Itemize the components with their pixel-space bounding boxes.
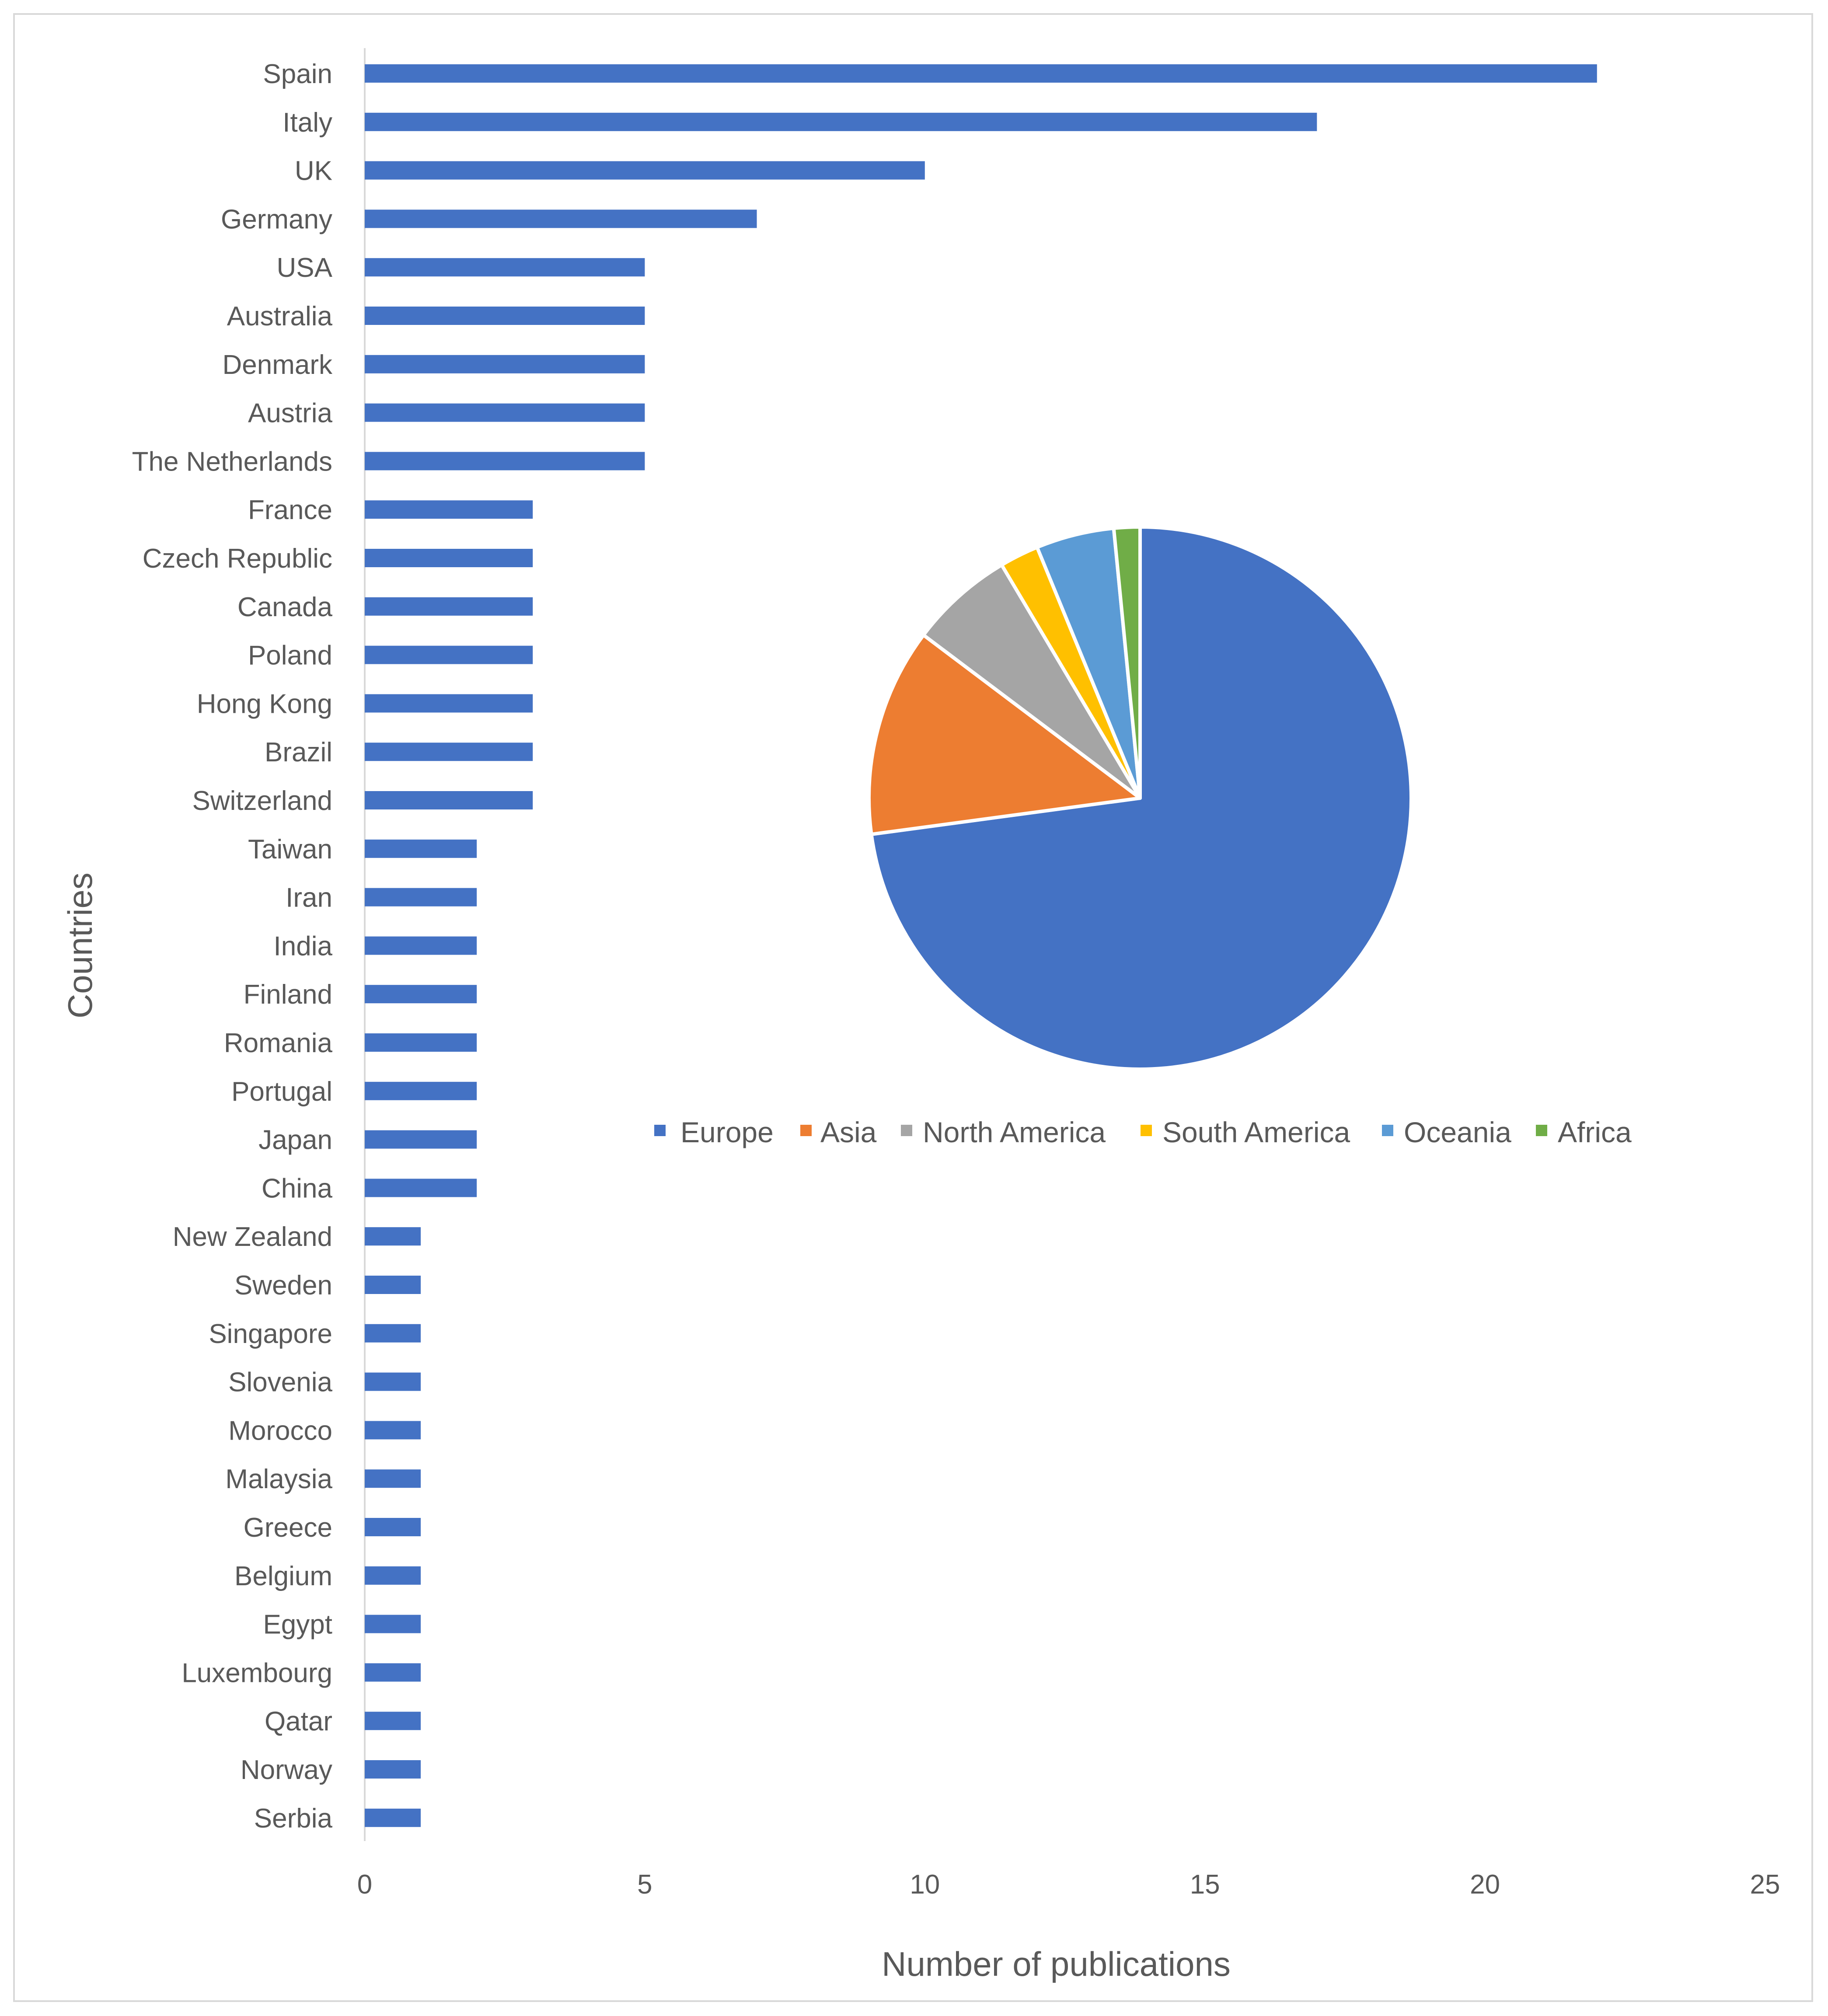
bar-china bbox=[365, 1179, 477, 1197]
bar-luxembourg bbox=[365, 1663, 421, 1681]
bar-the-netherlands bbox=[365, 452, 645, 470]
bar-spain bbox=[365, 64, 1597, 83]
legend-label-north-america: North America bbox=[923, 1116, 1106, 1148]
bar-poland bbox=[365, 646, 533, 664]
legend-label-oceania: Oceania bbox=[1404, 1116, 1511, 1148]
category-label-finland: Finland bbox=[243, 980, 332, 1010]
category-label-poland: Poland bbox=[248, 640, 332, 671]
category-label-austria: Austria bbox=[248, 398, 332, 429]
category-label-canada: Canada bbox=[237, 592, 332, 622]
category-label-egypt: Egypt bbox=[263, 1609, 332, 1640]
category-label-spain: Spain bbox=[263, 59, 332, 89]
category-label-uk: UK bbox=[294, 156, 332, 186]
category-label-taiwan: Taiwan bbox=[248, 834, 332, 865]
legend-swatch-africa bbox=[1536, 1125, 1547, 1136]
bar-uk bbox=[365, 161, 925, 180]
bar-australia bbox=[365, 307, 645, 325]
x-axis-title: Number of publications bbox=[882, 1945, 1231, 1983]
legend-swatch-europe bbox=[654, 1125, 666, 1136]
bar-denmark bbox=[365, 355, 645, 373]
x-tick-label: 25 bbox=[1750, 1870, 1780, 1900]
category-label-belgium: Belgium bbox=[234, 1561, 332, 1591]
legend-label-africa: Africa bbox=[1558, 1116, 1632, 1148]
x-tick-label: 20 bbox=[1470, 1870, 1500, 1900]
x-tick-labels bbox=[357, 1870, 1780, 1900]
pie-legend bbox=[654, 1116, 1632, 1148]
x-tick-label: 0 bbox=[357, 1870, 373, 1900]
category-label-iran: Iran bbox=[286, 882, 332, 913]
bar-qatar bbox=[365, 1712, 421, 1730]
bar-iran bbox=[365, 888, 477, 907]
category-label-brazil: Brazil bbox=[264, 737, 332, 768]
bar-finland bbox=[365, 985, 477, 1003]
legend-swatch-north-america bbox=[901, 1125, 912, 1136]
category-label-switzerland: Switzerland bbox=[192, 786, 332, 816]
category-label-denmark: Denmark bbox=[222, 349, 332, 380]
bar-singapore bbox=[365, 1324, 421, 1343]
bar-austria bbox=[365, 404, 645, 422]
bar-malaysia bbox=[365, 1469, 421, 1488]
category-label-qatar: Qatar bbox=[264, 1706, 332, 1737]
legend-swatch-asia bbox=[800, 1125, 812, 1136]
bar-india bbox=[365, 936, 477, 955]
bar-france bbox=[365, 500, 533, 519]
bar-switzerland bbox=[365, 791, 533, 809]
category-labels bbox=[132, 59, 333, 1834]
bar-belgium bbox=[365, 1566, 421, 1585]
category-label-greece: Greece bbox=[243, 1513, 332, 1543]
bar-japan bbox=[365, 1130, 477, 1149]
category-label-australia: Australia bbox=[227, 301, 332, 331]
y-axis-title: Countries bbox=[61, 872, 99, 1018]
x-tick-label: 5 bbox=[637, 1870, 652, 1900]
bar-brazil bbox=[365, 743, 533, 761]
bar-germany bbox=[365, 209, 757, 228]
category-label-romania: Romania bbox=[223, 1028, 332, 1058]
category-label-morocco: Morocco bbox=[228, 1416, 332, 1446]
category-label-japan: Japan bbox=[258, 1125, 332, 1155]
legend-swatch-south-america bbox=[1141, 1125, 1152, 1136]
category-label-hong-kong: Hong Kong bbox=[196, 689, 332, 719]
x-tick-label: 10 bbox=[910, 1870, 940, 1900]
category-label-the-netherlands: The Netherlands bbox=[132, 446, 332, 477]
legend-swatch-oceania bbox=[1382, 1125, 1393, 1136]
category-label-new-zealand: New Zealand bbox=[172, 1222, 332, 1252]
x-tick-label: 15 bbox=[1190, 1870, 1220, 1900]
bar-serbia bbox=[365, 1809, 421, 1827]
category-label-norway: Norway bbox=[240, 1755, 332, 1785]
category-label-singapore: Singapore bbox=[209, 1318, 332, 1349]
bar-greece bbox=[365, 1518, 421, 1536]
category-label-sweden: Sweden bbox=[234, 1270, 332, 1301]
bar-new-zealand bbox=[365, 1227, 421, 1245]
bar-canada bbox=[365, 597, 533, 616]
pie-chart bbox=[654, 527, 1632, 1148]
category-label-portugal: Portugal bbox=[231, 1076, 332, 1107]
category-label-germany: Germany bbox=[221, 204, 332, 235]
category-label-malaysia: Malaysia bbox=[225, 1464, 332, 1495]
bar-chart bbox=[61, 48, 1780, 1983]
bar-czech-republic bbox=[365, 549, 533, 567]
bar-usa bbox=[365, 258, 645, 276]
bar-slovenia bbox=[365, 1373, 421, 1391]
category-label-slovenia: Slovenia bbox=[228, 1367, 332, 1398]
bar-portugal bbox=[365, 1082, 477, 1100]
bar-norway bbox=[365, 1760, 421, 1779]
bar-egypt bbox=[365, 1615, 421, 1633]
bar-taiwan bbox=[365, 840, 477, 858]
legend-label-europe: Europe bbox=[680, 1116, 774, 1148]
bar-romania bbox=[365, 1033, 477, 1052]
bar-hong-kong bbox=[365, 694, 533, 712]
category-label-france: France bbox=[248, 495, 332, 526]
category-label-luxembourg: Luxembourg bbox=[181, 1658, 332, 1688]
bar-italy bbox=[365, 113, 1317, 131]
category-label-czech-republic: Czech Republic bbox=[142, 544, 332, 574]
category-label-italy: Italy bbox=[283, 107, 332, 138]
category-label-serbia: Serbia bbox=[254, 1803, 332, 1834]
category-label-usa: USA bbox=[276, 253, 332, 283]
legend-label-south-america: South America bbox=[1162, 1116, 1350, 1148]
category-label-china: China bbox=[262, 1173, 332, 1204]
pie-slices bbox=[869, 527, 1411, 1069]
bar-morocco bbox=[365, 1421, 421, 1439]
bar-sweden bbox=[365, 1276, 421, 1294]
legend-label-asia: Asia bbox=[820, 1116, 877, 1148]
category-label-india: India bbox=[273, 931, 332, 962]
